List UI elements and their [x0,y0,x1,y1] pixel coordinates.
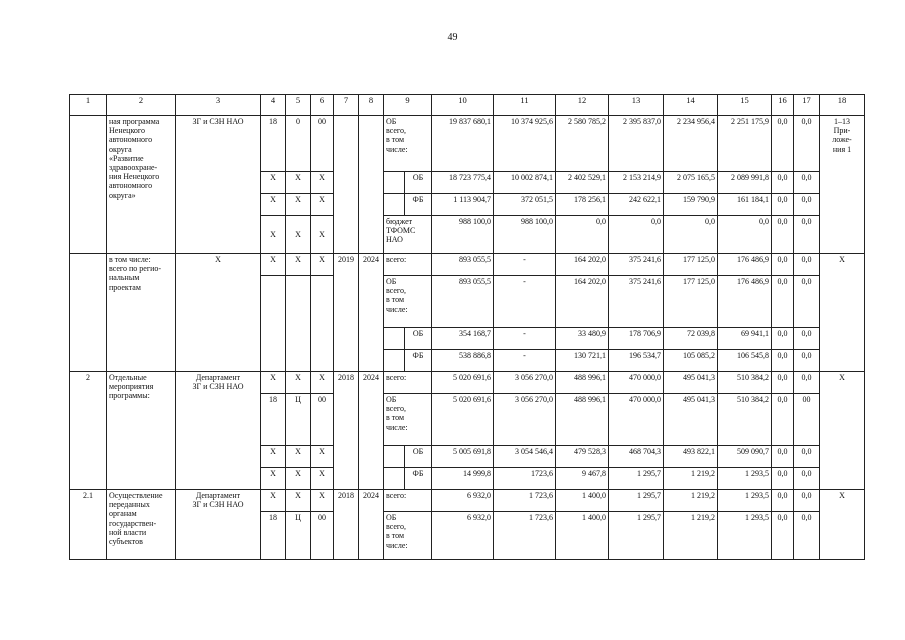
value-cell: 495 041,3 [664,372,718,394]
value-cell: 0,0 [772,172,794,194]
code-cell [311,276,334,372]
value-cell: 509 090,7 [718,446,772,468]
value-cell: 2 395 837,0 [609,116,664,172]
funding-indent-cell [384,194,405,216]
col-header: 5 [286,95,311,116]
code-cell: Х [311,372,334,394]
value-cell: 159 790,9 [664,194,718,216]
value-cell: 0,0 [772,394,794,446]
funding-source-cell: всего: [384,372,432,394]
value-cell: 0,0 [794,172,820,194]
value-cell: 161 184,1 [718,194,772,216]
code-cell: Х [286,254,311,276]
value-cell: 1 293,5 [718,490,772,512]
appendix-cell: 1–13 При- ложе- ния 1 [820,116,865,254]
code-cell: Х [286,372,311,394]
code-cell: Х [311,446,334,468]
value-cell: 242 622,1 [609,194,664,216]
program-name-cell: ная программа Ненецкого автономного округа «Развитие здравоохране- ния Ненецкого автономного округа» [107,116,176,254]
funding-source-cell: бюджет ТФОМС НАО [384,216,432,254]
value-cell: 6 932,0 [432,512,494,560]
funding-indent-cell [384,172,405,194]
appendix-cell: Х [820,254,865,372]
code-cell: Х [261,468,286,490]
code-cell [261,276,286,372]
value-cell: 1723,6 [494,468,556,490]
value-cell: 1 113 904,7 [432,194,494,216]
value-cell: 0,0 [718,216,772,254]
value-cell: 375 241,6 [609,276,664,328]
table-row [70,490,865,512]
value-cell: 1 295,7 [609,490,664,512]
code-cell: 18 [261,394,286,446]
value-cell: 176 486,9 [718,276,772,328]
executor-cell: Департамент ЗГ и СЗН НАО [176,490,261,560]
row-number-cell: 2 [70,372,107,490]
col-header: 9 [384,95,432,116]
value-cell: 493 822,1 [664,446,718,468]
funding-indent-cell [384,468,405,490]
col-header: 12 [556,95,609,116]
value-cell: 196 534,7 [609,350,664,372]
value-cell: 72 039,8 [664,328,718,350]
value-cell: 176 486,9 [718,254,772,276]
value-cell: 69 941,1 [718,328,772,350]
start-year-cell: 2018 [334,372,359,490]
code-cell: Х [261,372,286,394]
funding-source-cell: ФБ [405,468,432,490]
code-cell: Х [311,172,334,194]
funding-source-cell: всего: [384,490,432,512]
value-cell: 0,0 [772,512,794,560]
program-name-cell: Осуществление переданных органам государствен- ной власти субъектов [107,490,176,560]
col-header: 6 [311,95,334,116]
col-header: 4 [261,95,286,116]
value-cell: 1 400,0 [556,490,609,512]
code-cell: 00 [311,512,334,560]
value-cell: 538 886,8 [432,350,494,372]
table-row [70,116,865,172]
value-cell: 893 055,5 [432,254,494,276]
col-header: 17 [794,95,820,116]
code-cell: Х [311,490,334,512]
code-cell: Х [261,446,286,468]
value-cell: 3 056 270,0 [494,394,556,446]
value-cell: 178 706,9 [609,328,664,350]
funding-source-cell: ОБ [405,446,432,468]
code-cell: Х [286,468,311,490]
value-cell: 495 041,3 [664,394,718,446]
value-cell: 0,0 [772,216,794,254]
code-cell [286,276,311,372]
value-cell: 0,0 [794,372,820,394]
code-cell: Ц [286,394,311,446]
code-cell: Х [286,490,311,512]
code-cell: Х [261,216,286,254]
value-cell: 0,0 [794,254,820,276]
funding-source-cell: ОБ всего, в том числе: [384,116,432,172]
value-cell: 0,0 [794,350,820,372]
code-cell: Х [286,446,311,468]
value-cell: 2 234 956,4 [664,116,718,172]
col-header: 15 [718,95,772,116]
value-cell: 10 374 925,6 [494,116,556,172]
value-cell: 0,0 [794,216,820,254]
code-cell: Х [311,194,334,216]
value-cell: 1 723,6 [494,512,556,560]
code-cell: 00 [311,116,334,172]
col-header: 7 [334,95,359,116]
col-header: 18 [820,95,865,116]
value-cell: 9 467,8 [556,468,609,490]
value-cell: 6 932,0 [432,490,494,512]
program-name-cell: Отдельные мероприятия программы: [107,372,176,490]
value-cell: 470 000,0 [609,394,664,446]
start-year-cell: 2018 [334,490,359,560]
value-cell: 0,0 [772,276,794,328]
value-cell: 130 721,1 [556,350,609,372]
budget-table [69,94,865,560]
executor-cell: Х [176,254,261,372]
value-cell: 33 480,9 [556,328,609,350]
value-cell: 19 837 680,1 [432,116,494,172]
value-cell: 164 202,0 [556,276,609,328]
value-cell: 0,0 [772,116,794,172]
appendix-cell: Х [820,490,865,560]
code-cell: Х [286,216,311,254]
funding-indent-cell [384,350,405,372]
funding-source-cell: всего: [384,254,432,276]
value-cell: 1 219,2 [664,512,718,560]
value-cell: 0,0 [794,194,820,216]
value-cell: 0,0 [794,276,820,328]
value-cell: 2 089 991,8 [718,172,772,194]
row-number-cell [70,116,107,254]
col-header: 16 [772,95,794,116]
value-cell: 479 528,3 [556,446,609,468]
funding-indent-cell [384,328,405,350]
value-cell: 0,0 [609,216,664,254]
col-header: 2 [107,95,176,116]
code-cell: 0 [286,116,311,172]
executor-cell: ЗГ и СЗН НАО [176,116,261,254]
row-number-cell [70,254,107,372]
code-cell: Х [311,216,334,254]
code-cell: Ц [286,512,311,560]
value-cell: 988 100,0 [494,216,556,254]
value-cell: 0,0 [794,446,820,468]
value-cell: 5 020 691,6 [432,394,494,446]
value-cell: 105 085,2 [664,350,718,372]
value-cell: 510 384,2 [718,372,772,394]
value-cell: 2 153 214,9 [609,172,664,194]
code-cell: Х [261,172,286,194]
value-cell: 470 000,0 [609,372,664,394]
value-cell: 0,0 [772,446,794,468]
value-cell: 0,0 [772,194,794,216]
value-cell: 0,0 [794,328,820,350]
value-cell: 177 125,0 [664,276,718,328]
funding-source-cell: ФБ [405,350,432,372]
value-cell: 0,0 [772,490,794,512]
value-cell: 3 054 546,4 [494,446,556,468]
value-cell: - [494,254,556,276]
value-cell: 5 020 691,6 [432,372,494,394]
value-cell: 1 219,2 [664,490,718,512]
end-year-cell: 2024 [359,490,384,560]
value-cell: 0,0 [794,468,820,490]
value-cell: 14 999,8 [432,468,494,490]
value-cell: 893 055,5 [432,276,494,328]
value-cell: 0,0 [772,372,794,394]
funding-source-cell: ОБ [405,328,432,350]
value-cell: 106 545,8 [718,350,772,372]
value-cell: - [494,350,556,372]
value-cell: 1 219,2 [664,468,718,490]
col-header: 8 [359,95,384,116]
code-cell: Х [261,490,286,512]
appendix-cell: Х [820,372,865,490]
col-header: 13 [609,95,664,116]
col-header: 3 [176,95,261,116]
code-cell: Х [286,194,311,216]
page-number: 49 [447,32,458,43]
funding-source-cell: ОБ всего, в том числе: [384,394,432,446]
value-cell: 0,0 [772,254,794,276]
row-number-cell: 2.1 [70,490,107,560]
value-cell: - [494,276,556,328]
value-cell: 1 295,7 [609,512,664,560]
value-cell: 164 202,0 [556,254,609,276]
code-cell: Х [286,172,311,194]
value-cell: 372 051,5 [494,194,556,216]
value-cell: 510 384,2 [718,394,772,446]
value-cell: 0,0 [772,350,794,372]
value-cell: 1 295,7 [609,468,664,490]
code-cell: 18 [261,512,286,560]
value-cell: 2 580 785,2 [556,116,609,172]
value-cell: 0,0 [556,216,609,254]
program-name-cell: в том числе: всего по регио- нальным проектам [107,254,176,372]
code-cell: Х [261,254,286,276]
value-cell: 468 704,3 [609,446,664,468]
value-cell: 00 [794,394,820,446]
funding-source-cell: ОБ всего, в том числе: [384,512,432,560]
code-cell: 18 [261,116,286,172]
value-cell: 488 996,1 [556,372,609,394]
value-cell: 0,0 [772,328,794,350]
funding-source-cell: ОБ всего, в том числе: [384,276,432,328]
value-cell: 5 005 691,8 [432,446,494,468]
code-cell: Х [311,468,334,490]
value-cell: 2 075 165,5 [664,172,718,194]
value-cell: 18 723 775,4 [432,172,494,194]
value-cell: 10 002 874,1 [494,172,556,194]
code-cell: Х [311,254,334,276]
end-year-cell: 2024 [359,254,384,372]
value-cell: 177 125,0 [664,254,718,276]
value-cell: 0,0 [664,216,718,254]
funding-source-cell: ОБ [405,172,432,194]
value-cell: 354 168,7 [432,328,494,350]
col-header: 10 [432,95,494,116]
executor-cell: Департамент ЗГ и СЗН НАО [176,372,261,490]
table-row [70,372,865,394]
col-header: 11 [494,95,556,116]
code-cell: Х [261,194,286,216]
value-cell: 488 996,1 [556,394,609,446]
column-number-row [70,95,865,116]
start-year-cell: 2019 [334,254,359,372]
table-row [70,254,865,276]
end-year-cell: 2024 [359,372,384,490]
value-cell: 3 056 270,0 [494,372,556,394]
col-header: 1 [70,95,107,116]
code-cell: 00 [311,394,334,446]
value-cell: 178 256,1 [556,194,609,216]
value-cell: 2 251 175,9 [718,116,772,172]
col-header: 14 [664,95,718,116]
start-year-cell [334,116,359,254]
value-cell: 1 293,5 [718,512,772,560]
value-cell: - [494,328,556,350]
funding-source-cell: ФБ [405,194,432,216]
value-cell: 1 400,0 [556,512,609,560]
value-cell: 1 723,6 [494,490,556,512]
value-cell: 1 293,5 [718,468,772,490]
value-cell: 0,0 [794,116,820,172]
funding-indent-cell [384,446,405,468]
value-cell: 988 100,0 [432,216,494,254]
value-cell: 0,0 [794,490,820,512]
value-cell: 2 402 529,1 [556,172,609,194]
value-cell: 375 241,6 [609,254,664,276]
value-cell: 0,0 [772,468,794,490]
value-cell: 0,0 [794,512,820,560]
end-year-cell [359,116,384,254]
